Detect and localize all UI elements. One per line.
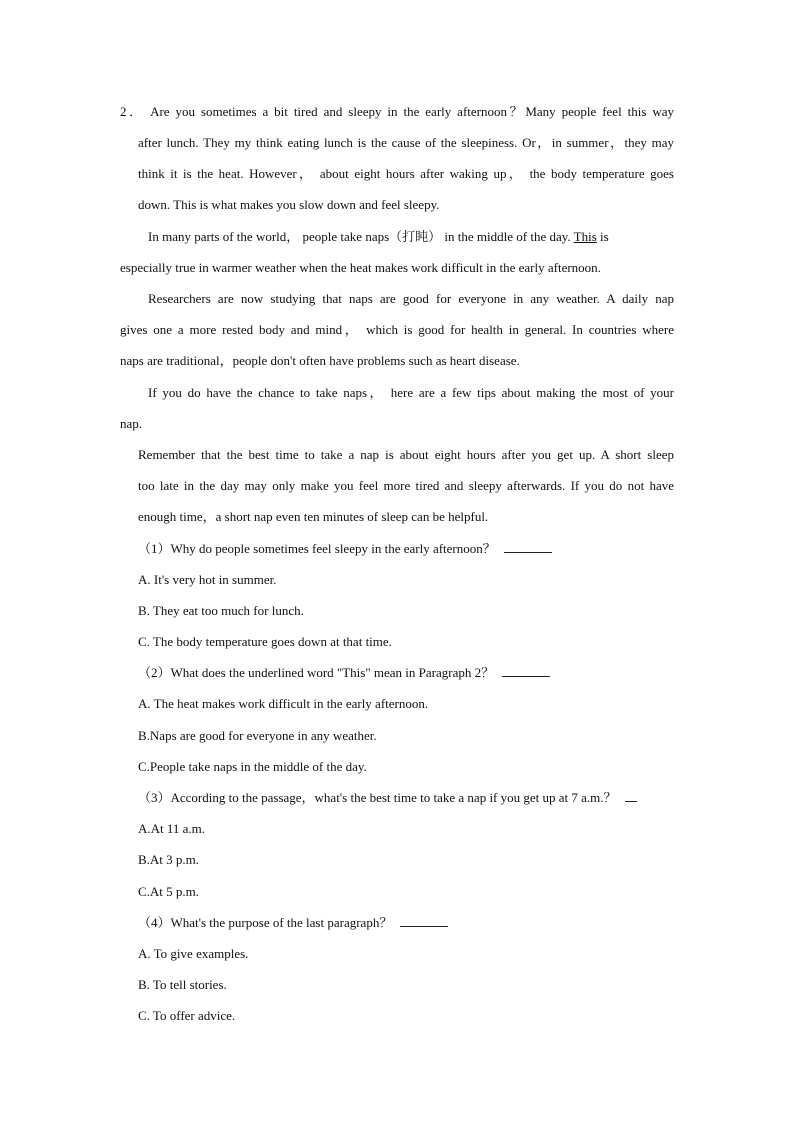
question-3-option-a: A.At 11 a.m. <box>138 821 206 836</box>
question-2-option-b: B.Naps are good for everyone in any weather. <box>138 728 377 743</box>
question-4-option-c: C. To offer advice. <box>138 1008 236 1023</box>
passage-line-5-start: In many parts of the world， people take naps（打盹） in the middle of the day. <box>148 229 571 244</box>
question-1 <box>138 541 552 557</box>
question-3-option-c: C.At 5 p.m. <box>138 884 200 899</box>
passage-line-5-end: is <box>600 229 609 244</box>
passage-line-5 <box>148 229 674 245</box>
question-1-option-b: B. They eat too much for lunch. <box>138 603 304 618</box>
passage-line-2: after lunch. They my think eating lunch is the cause of the sleepiness. Or，in summer，they may <box>138 135 674 150</box>
question-4-stem: （4）What's the purpose of the last paragraph？ <box>138 915 393 930</box>
passage-line-7: Researchers are now studying that naps are good for everyone in any weather. A daily nap <box>148 291 674 306</box>
passage-line-6: especially true in warmer weather when the heat makes work difficult in the early afternoon. <box>120 260 601 275</box>
passage-line-12: Remember that the best time to take a nap is about eight hours after you get up. A short sleep <box>138 447 674 462</box>
question-1-option-a: A. It's very hot in summer. <box>138 572 277 587</box>
passage-line-13: too late in the day may only make you feel more tired and sleepy afterwards. If you do not have <box>138 478 674 493</box>
question-1-option-c: C. The body temperature goes down at that time. <box>138 634 392 649</box>
question-2-option-c: C.People take naps in the middle of the day. <box>138 759 367 774</box>
answer-blank-2[interactable] <box>502 665 550 677</box>
question-2 <box>138 665 550 681</box>
answer-blank-4[interactable] <box>400 915 448 927</box>
question-4 <box>138 915 448 931</box>
passage-line-8: gives one a more rested body and mind， which is good for health in general. In countries where <box>120 322 674 337</box>
question-1-stem: （1）Why do people sometimes feel sleepy in the early afternoon？ <box>138 541 496 556</box>
question-4-option-a: A. To give examples. <box>138 946 249 961</box>
passage-line-1: 2． Are you sometimes a bit tired and sleepy in the early afternoon？Many people feel this way <box>120 104 674 119</box>
passage-line-11: nap. <box>120 416 143 431</box>
underlined-word-this: This <box>573 229 597 244</box>
question-4-option-b: B. To tell stories. <box>138 977 227 992</box>
question-3-stem: （3）According to the passage，what's the best time to take a nap if you get up at 7 a.m.？ <box>138 790 617 805</box>
passage-line-4: down. This is what makes you slow down and feel sleepy. <box>138 197 440 212</box>
answer-blank-3[interactable] <box>625 790 637 802</box>
question-3 <box>138 790 637 806</box>
question-3-option-b: B.At 3 p.m. <box>138 852 200 867</box>
passage-line-10: If you do have the chance to take naps， here are a few tips about making the most of your <box>148 385 674 400</box>
question-2-option-a: A. The heat makes work difficult in the early afternoon. <box>138 696 429 711</box>
passage-line-3: think it is the heat. However， about eight hours after waking up， the body temperature goes <box>138 166 674 181</box>
question-2-stem: （2）What does the underlined word "This" mean in Paragraph 2？ <box>138 665 495 680</box>
passage-line-14: enough time，a short nap even ten minutes of sleep can be helpful. <box>138 509 489 524</box>
answer-blank-1[interactable] <box>504 541 552 553</box>
passage-line-9: naps are traditional，people don't often have problems such as heart disease. <box>120 353 520 368</box>
